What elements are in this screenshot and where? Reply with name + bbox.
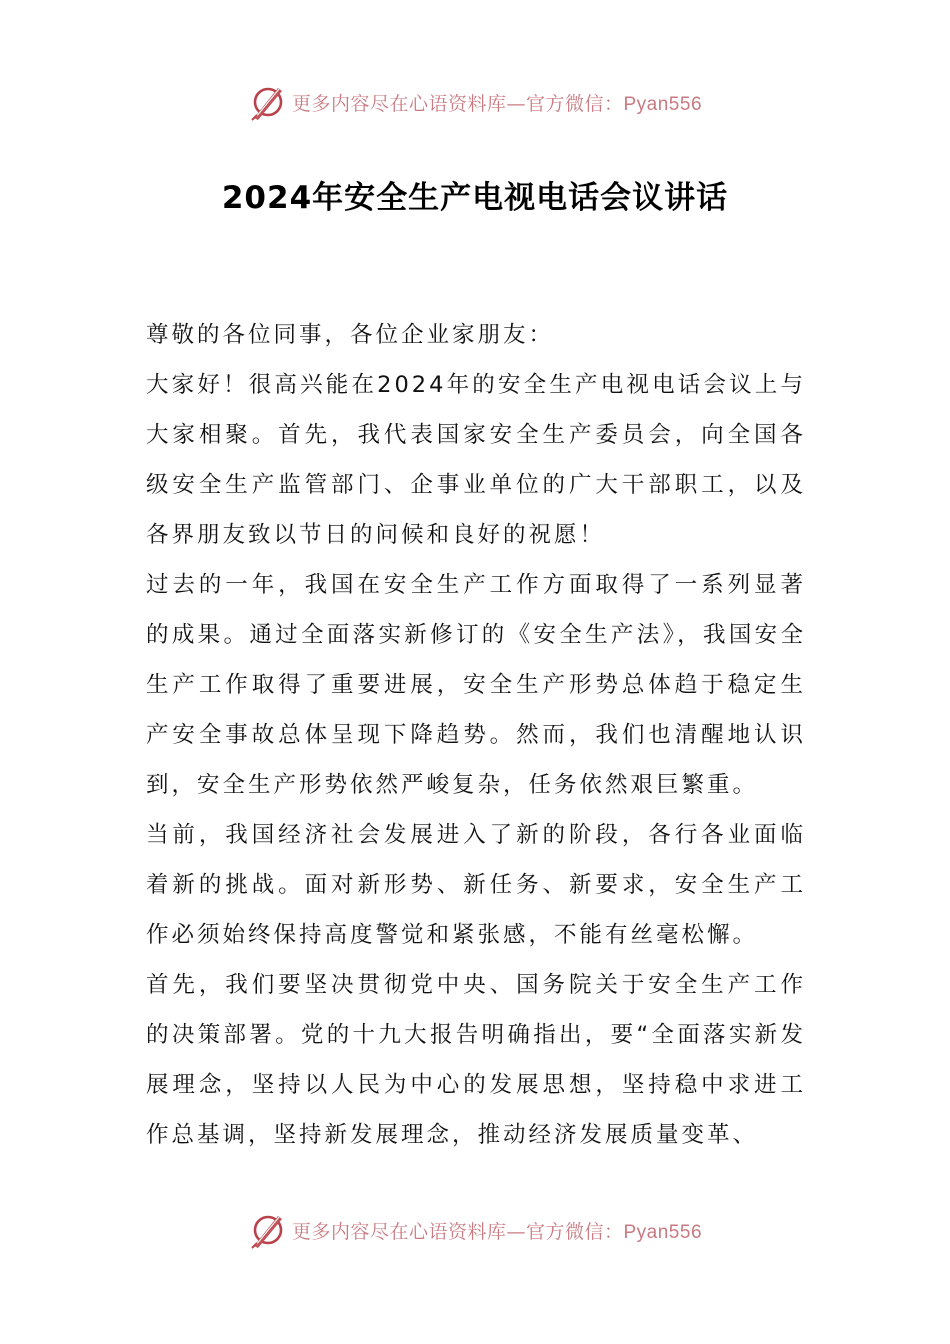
header-banner-text: 更多内容尽在心语资料库—官方微信：Pyan556: [291, 92, 703, 115]
footer-banner-text: 更多内容尽在心语资料库—官方微信：Pyan556: [291, 1220, 703, 1243]
body-paragraph: 大家好！很高兴能在2024年的安全生产电视电话会议上与大家相聚。首先，我代表国家安全生产委员会，向全国各级安全生产监管部门、企事业单位的广大干部职工，以及各界朋友致以节日的问候和良好的祝愿！: [146, 372, 806, 548]
salutation-paragraph: 尊敬的各位同事，各位企业家朋友：: [146, 322, 555, 348]
wechat-id: Pyan556: [623, 1221, 703, 1243]
header-banner: [0, 80, 950, 124]
quill-pen-circle-icon: [248, 1210, 288, 1250]
document-title: 2024年安全生产电视电话会议讲话: [221, 180, 729, 216]
footer-banner: [0, 1208, 950, 1252]
wechat-id: Pyan556: [623, 93, 703, 115]
quill-pen-circle-icon: [248, 82, 288, 122]
body-paragraph: 首先，我们要坚决贯彻党中央、国务院关于安全生产工作的决策部署。党的十九大报告明确指出，要“全面落实新发展理念，坚持以人民为中心的发展思想，坚持稳中求进工作总基调，坚持新发展理念，推动经济发展质量变革、: [146, 972, 806, 1148]
body-paragraph: 过去的一年，我国在安全生产工作方面取得了一系列显著的成果。通过全面落实新修订的《安全生产法》，我国安全生产工作取得了重要进展，安全生产形势总体趋于稳定生产安全事故总体呈现下降趋势。然而，我们也清醒地认识到，安全生产形势依然严峻复杂，任务依然艰巨繁重。: [146, 572, 806, 798]
body-paragraph: 当前，我国经济社会发展进入了新的阶段，各行各业面临着新的挑战。面对新形势、新任务、新要求，安全生产工作必须始终保持高度警觉和紧张感，不能有丝毫松懈。: [146, 822, 806, 948]
document-body: [146, 310, 806, 1160]
